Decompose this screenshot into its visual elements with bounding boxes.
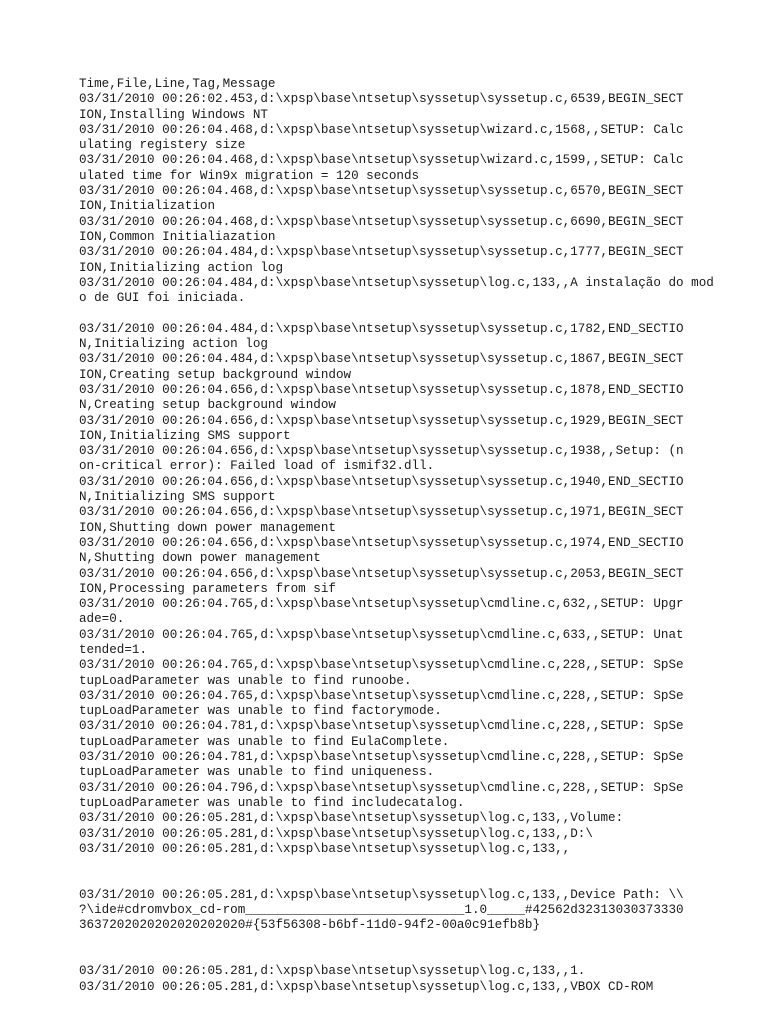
log-line: 03/31/2010 00:26:04.656,d:\xpsp\base\ntsetup\syssetup\syssetup.c,2053,BEGIN_SECT xyxy=(79,566,684,581)
log-line: 03/31/2010 00:26:05.281,d:\xpsp\base\ntsetup\syssetup\log.c,133,,1. xyxy=(79,964,586,979)
log-line: 03/31/2010 00:26:04.484,d:\xpsp\base\ntsetup\syssetup\syssetup.c,1782,END_SECTIO xyxy=(79,321,684,336)
blank-line xyxy=(79,872,739,887)
log-line: ION,Creating setup background window xyxy=(79,367,352,382)
blank-line xyxy=(79,934,739,949)
log-line: ION,Initializing SMS support xyxy=(79,428,291,443)
log-line: tupLoadParameter was unable to find runoobe. xyxy=(79,673,412,688)
log-line: 03/31/2010 00:26:04.765,d:\xpsp\base\ntsetup\syssetup\cmdline.c,228,,SETUP: SpSe xyxy=(79,688,684,703)
log-line: 03/31/2010 00:26:04.656,d:\xpsp\base\ntsetup\syssetup\syssetup.c,1938,,Setup: (n xyxy=(79,444,684,459)
log-line: 03/31/2010 00:26:04.484,d:\xpsp\base\ntsetup\syssetup\log.c,133,,A instalação do mod xyxy=(79,275,714,290)
log-line: ION,Processing parameters from sif xyxy=(79,581,336,596)
blank-line xyxy=(79,306,739,321)
log-line: N,Initializing action log xyxy=(79,337,268,352)
log-line: 03/31/2010 00:26:05.281,d:\xpsp\base\ntsetup\syssetup\log.c,133,,D:\ xyxy=(79,826,593,841)
log-line: 03/31/2010 00:26:04.781,d:\xpsp\base\ntsetup\syssetup\cmdline.c,228,,SETUP: SpSe xyxy=(79,719,684,734)
log-line: 03/31/2010 00:26:05.281,d:\xpsp\base\ntsetup\syssetup\log.c,133,, xyxy=(79,841,571,856)
log-line: 03/31/2010 00:26:04.484,d:\xpsp\base\ntsetup\syssetup\syssetup.c,1777,BEGIN_SECT xyxy=(79,245,684,260)
log-line: ulated time for Win9x migration = 120 seconds xyxy=(79,168,420,183)
log-line: 03/31/2010 00:26:04.656,d:\xpsp\base\ntsetup\syssetup\syssetup.c,1971,BEGIN_SECT xyxy=(79,505,684,520)
log-line: N,Shutting down power management xyxy=(79,551,321,566)
log-line: N,Creating setup background window xyxy=(79,398,336,413)
log-line: ION,Shutting down power management xyxy=(79,520,336,535)
log-line: tupLoadParameter was unable to find uniqueness. xyxy=(79,765,435,780)
blank-line xyxy=(79,857,739,872)
log-line: ION,Initializing action log xyxy=(79,260,284,275)
log-line: 03/31/2010 00:26:05.281,d:\xpsp\base\ntsetup\syssetup\log.c,133,,Volume: xyxy=(79,811,624,826)
log-line: 03/31/2010 00:26:04.656,d:\xpsp\base\ntsetup\syssetup\syssetup.c,1878,END_SECTIO xyxy=(79,382,684,397)
log-line: Time,File,Line,Tag,Message xyxy=(79,77,276,91)
log-line: tended=1. xyxy=(79,642,148,657)
log-line: 03/31/2010 00:26:04.468,d:\xpsp\base\ntsetup\syssetup\syssetup.c,6570,BEGIN_SECT xyxy=(79,184,684,199)
log-line: 03/31/2010 00:26:05.281,d:\xpsp\base\ntsetup\syssetup\log.c,133,,Device Path: \\ xyxy=(79,887,684,902)
log-line: 03/31/2010 00:26:04.796,d:\xpsp\base\ntsetup\syssetup\cmdline.c,228,,SETUP: SpSe xyxy=(79,780,684,795)
log-line: 03/31/2010 00:26:05.281,d:\xpsp\base\ntsetup\syssetup\log.c,133,,VBOX CD-ROM xyxy=(79,979,654,994)
log-line: 03/31/2010 00:26:04.468,d:\xpsp\base\ntsetup\syssetup\wizard.c,1599,,SETUP: Calc xyxy=(79,153,684,168)
log-line: 03/31/2010 00:26:04.781,d:\xpsp\base\ntsetup\syssetup\cmdline.c,228,,SETUP: SpSe xyxy=(79,750,684,765)
log-line: tupLoadParameter was unable to find factorymode. xyxy=(79,704,442,719)
blank-line xyxy=(79,949,739,964)
log-line: 03/31/2010 00:26:04.656,d:\xpsp\base\ntsetup\syssetup\syssetup.c,1974,END_SECTIO xyxy=(79,535,684,550)
log-line: 03/31/2010 00:26:04.484,d:\xpsp\base\ntsetup\syssetup\syssetup.c,1867,BEGIN_SECT xyxy=(79,352,684,367)
log-line: ?\ide#cdromvbox_cd-rom_____________________________1.0_____#42562d32313030373330 xyxy=(79,903,684,918)
log-line: ION,Common Initialiazation xyxy=(79,229,276,244)
log-line: N,Initializing SMS support xyxy=(79,490,276,505)
log-line: tupLoadParameter was unable to find EulaComplete. xyxy=(79,734,450,749)
log-line: o de GUI foi iniciada. xyxy=(79,291,246,306)
log-line: 03/31/2010 00:26:04.468,d:\xpsp\base\ntsetup\syssetup\wizard.c,1568,,SETUP: Calc xyxy=(79,122,684,137)
log-line: 03/31/2010 00:26:02.453,d:\xpsp\base\ntsetup\syssetup\syssetup.c,6539,BEGIN_SECT xyxy=(79,92,684,107)
log-line: 03/31/2010 00:26:04.656,d:\xpsp\base\ntsetup\syssetup\syssetup.c,1940,END_SECTIO xyxy=(79,474,684,489)
log-line: ION,Initialization xyxy=(79,199,216,214)
log-line: on-critical error): Failed load of ismif32.dll. xyxy=(79,459,435,474)
log-line: ION,Installing Windows NT xyxy=(79,107,268,122)
log-line: 03/31/2010 00:26:04.656,d:\xpsp\base\ntsetup\syssetup\syssetup.c,1929,BEGIN_SECT xyxy=(79,413,684,428)
log-line: tupLoadParameter was unable to find includecatalog. xyxy=(79,795,465,810)
log-text-block xyxy=(79,77,739,995)
log-line: 03/31/2010 00:26:04.765,d:\xpsp\base\ntsetup\syssetup\cmdline.c,228,,SETUP: SpSe xyxy=(79,658,684,673)
log-line: 03/31/2010 00:26:04.468,d:\xpsp\base\ntsetup\syssetup\syssetup.c,6690,BEGIN_SECT xyxy=(79,214,684,229)
log-line: 03/31/2010 00:26:04.765,d:\xpsp\base\ntsetup\syssetup\cmdline.c,633,,SETUP: Unat xyxy=(79,627,684,642)
log-line: 3637202020202020202020#{53f56308-b6bf-11d0-94f2-00a0c91efb8b} xyxy=(79,918,541,933)
log-line: ulating registery size xyxy=(79,138,246,153)
log-line: 03/31/2010 00:26:04.765,d:\xpsp\base\ntsetup\syssetup\cmdline.c,632,,SETUP: Upgr xyxy=(79,597,684,612)
log-line: ade=0. xyxy=(79,612,125,627)
